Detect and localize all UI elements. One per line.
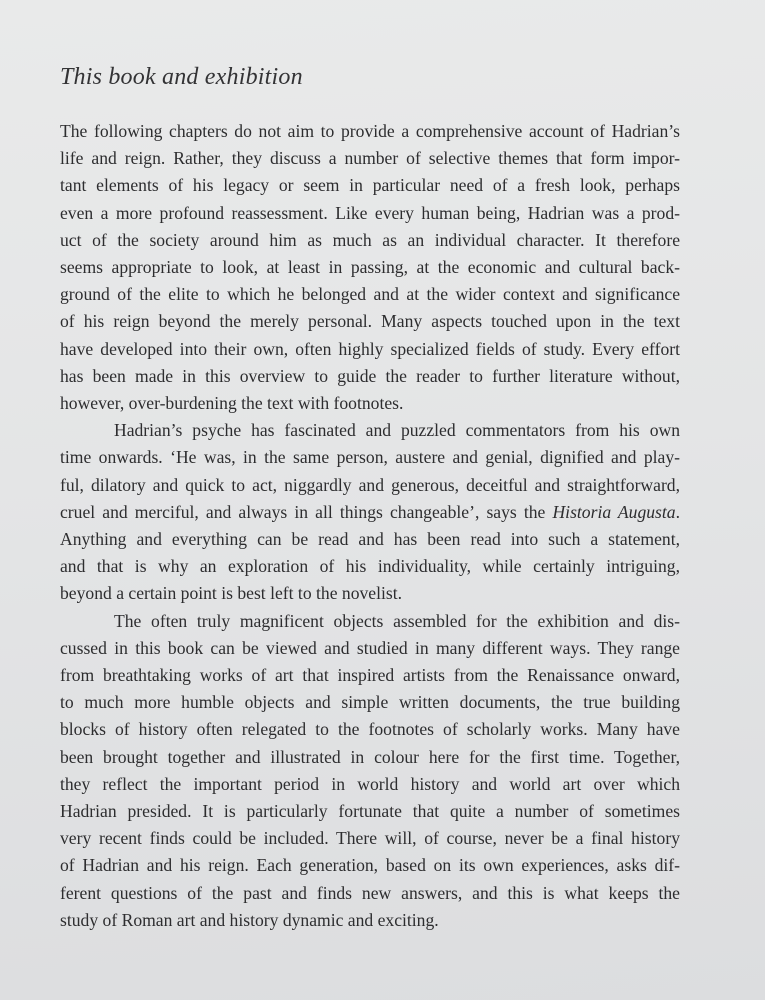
- text-line: ground of the elite to which he belonged and at the wider context and significance: [60, 284, 680, 305]
- text-line: ferent questions of the past and finds new answers, and this is what keeps the: [60, 882, 680, 903]
- italic-title: Historia Augusta: [552, 501, 676, 522]
- text-line: ful, dilatory and quick to act, niggardly and generous, deceitful and straightforward,: [60, 474, 680, 495]
- text-line: they reflect the important period in world history and world art over which: [60, 773, 680, 794]
- text-line: time onwards. ‘He was, in the same person, austere and genial, dignified and play-: [60, 447, 680, 468]
- text-line: of Hadrian and his reign. Each generation, based on its own experiences, asks dif-: [60, 855, 680, 876]
- text-fragment: .: [675, 501, 680, 522]
- paragraph-3: [60, 608, 680, 934]
- text-line: and that is why an exploration of his individuality, while certainly intriguing,: [60, 556, 680, 577]
- text-line: Hadrian presided. It is particularly fortunate that quite a number of sometimes: [60, 801, 680, 822]
- text-line: blocks of history often relegated to the footnotes of scholarly works. Many have: [60, 719, 680, 740]
- text-line: seems appropriate to look, at least in passing, at the economic and cultural back-: [60, 257, 680, 278]
- text-line: been brought together and illustrated in colour here for the first time. Together,: [60, 746, 680, 767]
- text-line: even a more profound reassessment. Like every human being, Hadrian was a prod-: [60, 202, 680, 223]
- text-line: Anything and everything can be read and has been read into such a statement,: [60, 529, 680, 550]
- text-line: have developed into their own, often highly specialized fields of study. Every effort: [60, 338, 680, 359]
- text-line: to much more humble objects and simple written documents, the true building: [60, 692, 680, 713]
- section-heading: This book and exhibition: [60, 64, 303, 90]
- text-line: very recent finds could be included. There will, of course, never be a final history: [60, 828, 680, 849]
- text-line: from breathtaking works of art that inspired artists from the Renaissance onward,: [60, 665, 680, 686]
- text-line: The often truly magnificent objects assembled for the exhibition and dis-: [114, 610, 680, 631]
- text-line: beyond a certain point is best left to the novelist.: [60, 583, 403, 604]
- text-line: Hadrian’s psyche has fascinated and puzzled commentators from his own: [114, 420, 680, 441]
- body-text: [60, 118, 680, 934]
- text-line: uct of the society around him as much as an individual character. It therefore: [60, 229, 680, 250]
- paragraph-1: [60, 118, 680, 417]
- text-line: life and reign. Rather, they discuss a number of selective themes that form impor-: [60, 148, 680, 169]
- text-fragment: cruel and merciful, and always in all things changeable’, says the: [60, 501, 553, 522]
- book-page: [60, 58, 680, 934]
- text-line: cussed in this book can be viewed and studied in many different ways. They range: [60, 637, 680, 658]
- text-line: The following chapters do not aim to provide a comprehensive account of Hadrian’s: [60, 121, 680, 141]
- text-line: of his reign beyond the merely personal. Many aspects touched upon in the text: [60, 311, 680, 332]
- text-line: however, over-burdening the text with footnotes.: [60, 393, 404, 414]
- text-line: has been made in this overview to guide the reader to further literature without,: [60, 365, 680, 386]
- paragraph-2: [60, 417, 680, 607]
- text-line: [60, 499, 680, 526]
- text-line: tant elements of his legacy or seem in particular need of a fresh look, perhaps: [60, 175, 680, 196]
- text-line: study of Roman art and history dynamic and exciting.: [60, 909, 439, 930]
